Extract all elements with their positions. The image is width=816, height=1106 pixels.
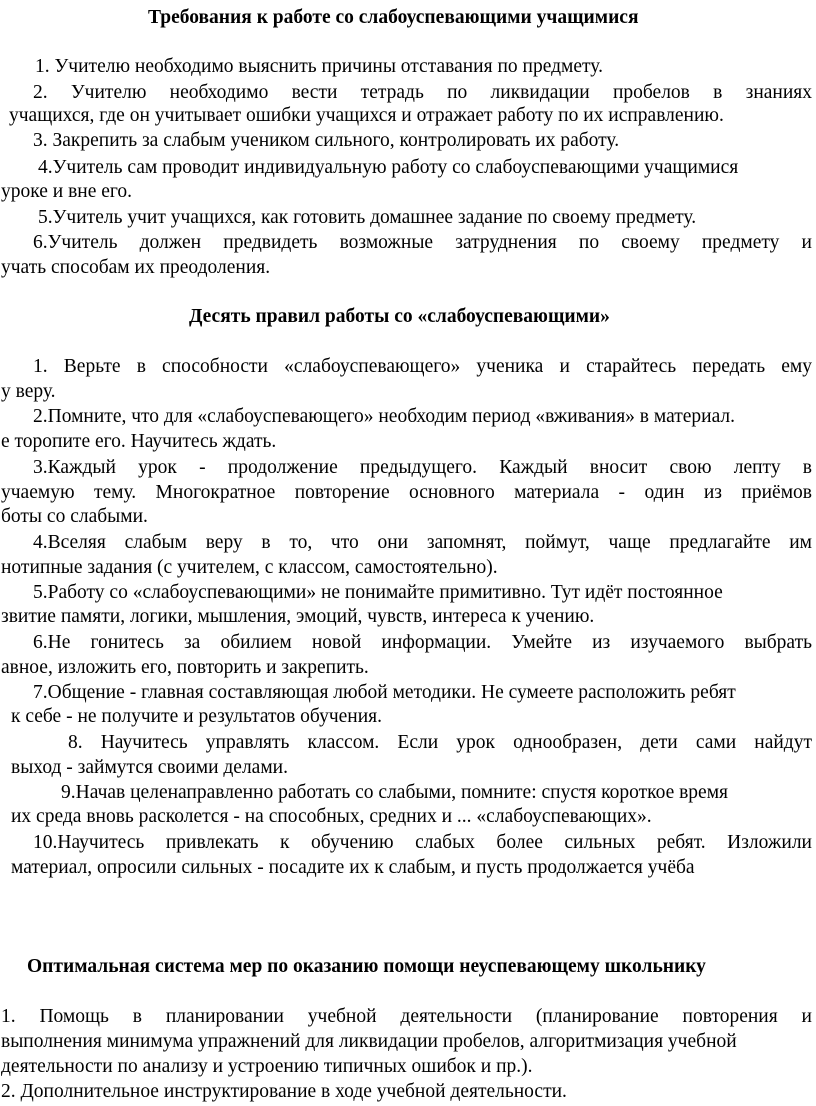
section3-line: деятельности по анализу и устроению типичных ошибок и пр.). xyxy=(1,1056,533,1077)
section2-line: их среда вновь расколется - на способных, средних и ... «слабоуспевающих». xyxy=(11,806,652,827)
section2-line: 4.Вселяя слабым веру в то, что они запомнят, поймут, чаще предлагайте им xyxy=(33,532,812,553)
section2-line: 9.Начав целенаправленно работать со слабыми, помните: спустя короткое время xyxy=(61,782,729,803)
section2-line: звитие памяти, логики, мышления, эмоций, чувств, интереса к учению. xyxy=(1,606,595,627)
section1-line: 4.Учитель сам проводит индивидуальную работу со слабоуспевающими учащимися xyxy=(38,157,739,178)
section3-line: выполнения минимума упражнений для ликвидации пробелов, алгоритмизация учебной xyxy=(1,1031,737,1052)
section1-line: 1. Учителю необходимо выяснить причины отставания по предмету. xyxy=(35,56,603,77)
section1-title: Требования к работе со слабоуспевающими учащимися xyxy=(148,7,639,28)
section2-title: Десять правил работы со «слабоуспевающими» xyxy=(189,306,610,327)
section2-line: к себе - не получите и результатов обучения. xyxy=(11,706,383,727)
section3-line: 2. Дополнительное инструктирование в ходе учебной деятельности. xyxy=(1,1081,567,1102)
section2-line: авное, изложить его, повторить и закрепить. xyxy=(1,657,369,678)
section2-line: 8. Научитесь управлять классом. Если урок однообразен, дети сами найдут xyxy=(68,732,812,753)
section1-line: уроке и вне его. xyxy=(1,181,133,202)
section2-line: е торопите его. Научитесь ждать. xyxy=(1,431,277,452)
section2-line: 7.Общение - главная составляющая любой методики. Не сумеете расположить ребят xyxy=(33,682,736,703)
section2-line: материал, опросили сильных - посадите их к слабым, и пусть продолжается учёба xyxy=(11,857,695,878)
section2-line: учаемую тему. Многократное повторение основного материала - один из приёмов xyxy=(1,482,812,503)
section2-line: 5.Работу со «слабоуспевающими» не понимайте примитивно. Тут идёт постоянное xyxy=(33,582,723,603)
section2-line: 10.Научитесь привлекать к обучению слабых более сильных ребят. Изложили xyxy=(33,832,812,853)
section1-line: учать способам их преодоления. xyxy=(1,257,271,278)
section2-line: у веру. xyxy=(1,381,56,402)
section1-line: 5.Учитель учит учащихся, как готовить домашнее задание по своему предмету. xyxy=(38,207,697,228)
section2-line: 1. Верьте в способности «слабоуспевающего» ученика и старайтесь передать ему xyxy=(33,356,812,377)
section2-line: нотипные задания (с учителем, с классом, самостоятельно). xyxy=(1,557,498,578)
section1-line: 2. Учителю необходимо вести тетрадь по ликвидации пробелов в знаниях xyxy=(33,82,812,103)
section2-line: 6.Не гонитесь за обилием новой информации. Умейте из изучаемого выбрать xyxy=(33,632,812,653)
section1-line: учащихся, где он учитывает ошибки учащихся и отражает работу по их исправлению. xyxy=(9,105,724,126)
section3-title: Оптимальная система мер по оказанию помощи неуспевающему школьнику xyxy=(27,956,706,977)
section3-line: 1. Помощь в планировании учебной деятельности (планирование повторения и xyxy=(1,1006,812,1027)
section2-line: боты со слабыми. xyxy=(1,506,148,527)
section2-line: 2.Помните, что для «слабоуспевающего» необходим период «вживания» в материал. xyxy=(33,406,736,427)
section1-line: 6.Учитель должен предвидеть возможные затруднения по своему предмету и xyxy=(33,232,812,253)
section1-line: 3. Закрепить за слабым учеником сильного, контролировать их работу. xyxy=(33,130,620,151)
section2-line: выход - займутся своими делами. xyxy=(11,757,288,778)
section2-line: 3.Каждый урок - продолжение предыдущего. Каждый вносит свою лепту в xyxy=(33,457,812,478)
